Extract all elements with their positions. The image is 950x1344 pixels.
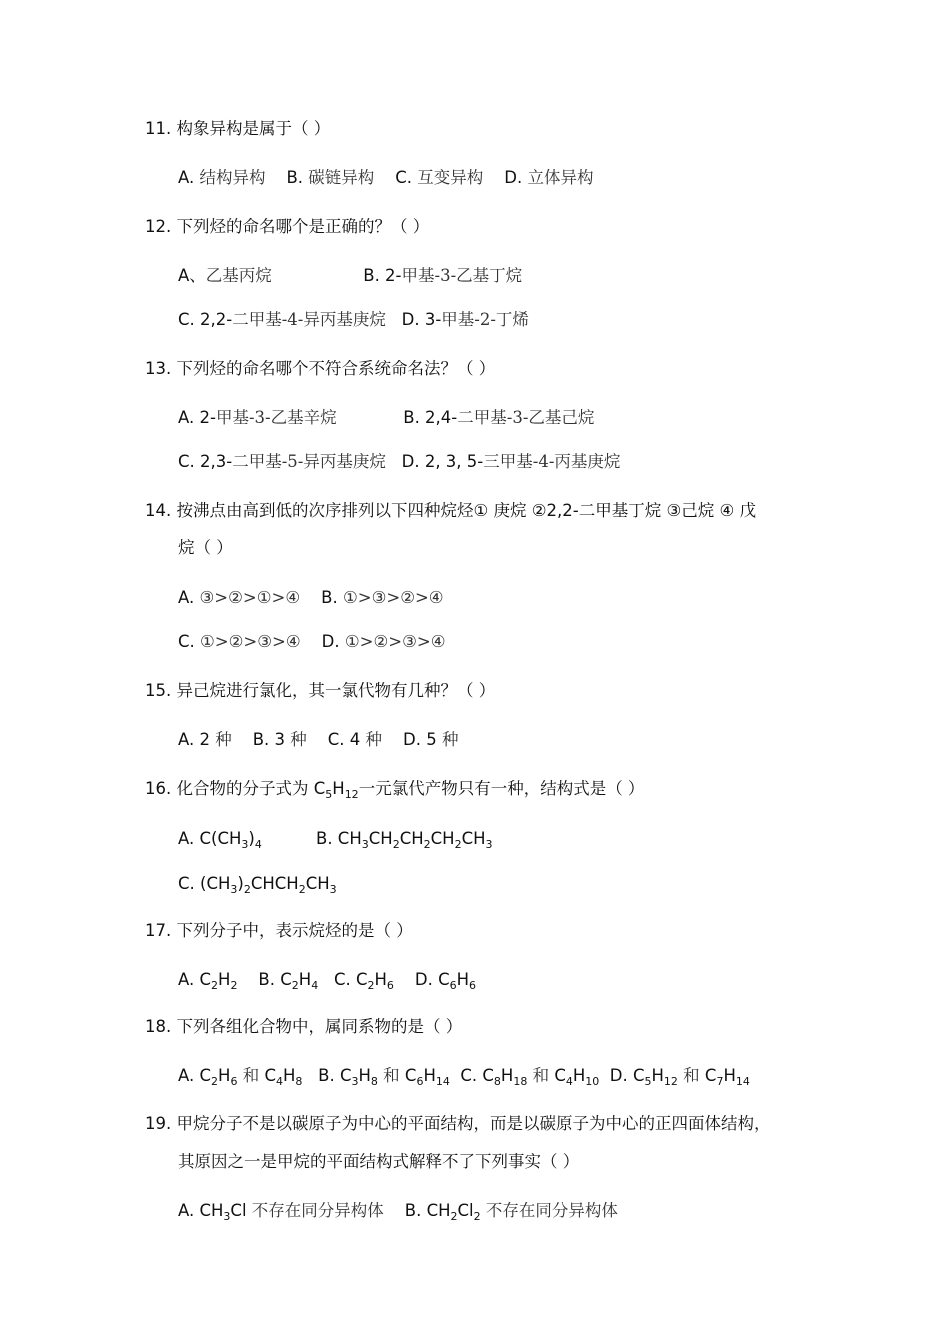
option-a: A. $CH_3Cl$ 不存在同分异构体 bbox=[178, 1201, 384, 1223]
question-15-options bbox=[178, 729, 458, 751]
question-11-options bbox=[178, 167, 593, 189]
option-a: A. $C(CH_3)_4$ bbox=[178, 829, 262, 851]
question-19-stem-line-1: 19. 甲烷分子不是以碳原子为中心的平面结构，而是以碳原子为中心的正四面体结构， bbox=[145, 1114, 771, 1133]
option-a: A. $C_2H_2$ bbox=[178, 970, 238, 992]
question-14-options-row-2 bbox=[178, 631, 446, 653]
question-12-stem: 12. 下列烃的命名哪个是正确的？（ ） bbox=[145, 217, 430, 236]
question-17-stem: 17. 下列分子中，表示烷烃的是（ ） bbox=[145, 921, 413, 940]
option-b: B. 3 种 bbox=[252, 730, 307, 749]
question-16-options-row-1 bbox=[178, 828, 493, 850]
option-a: A. ③>②>①>④ bbox=[178, 588, 301, 607]
option-d: D. $C_5H_{12}$ 和 $C_7H_{14}$ bbox=[609, 1066, 750, 1088]
option-d: D. 立体异构 bbox=[504, 168, 594, 187]
option-b: B. 2,4-二甲基-3-乙基己烷 bbox=[403, 408, 595, 427]
option-a: A. 2 种 bbox=[178, 730, 232, 749]
question-18-options bbox=[178, 1065, 750, 1087]
option-b: B. 2-甲基-3-乙基丁烷 bbox=[363, 266, 523, 285]
question-14-stem-line-1: 14. 按沸点由高到低的次序排列以下四种烷烃① 庚烷 ②2,2-二甲基丁烷 ③己烷 ④ 戊 bbox=[145, 501, 757, 520]
question-17-options bbox=[178, 969, 476, 991]
question-19-options bbox=[178, 1200, 618, 1222]
question-19-stem-line-2: 其原因之一是甲烷的平面结构式解释不了下列事实（ ） bbox=[178, 1152, 580, 1171]
option-d: D. $C_6H_6$ bbox=[414, 970, 477, 992]
question-14-stem-line-2: 烷（ ） bbox=[178, 538, 233, 557]
question-13-options-row-1 bbox=[178, 407, 594, 429]
option-c: C. ①>②>③>④ bbox=[178, 632, 301, 651]
question-14-options-row-1 bbox=[178, 587, 444, 609]
option-b: B. 碳链异构 bbox=[286, 168, 375, 187]
question-11-stem: 11. 构象异构是属于（ ） bbox=[145, 119, 331, 138]
question-16-options-row-2 bbox=[178, 873, 337, 895]
option-b: B. ①>③>②>④ bbox=[321, 588, 444, 607]
option-b: B. $CH_3CH_2CH_2CH_2CH_3$ bbox=[316, 829, 493, 851]
option-d: D. ①>②>③>④ bbox=[321, 632, 446, 651]
option-c: C. 2,2-二甲基-4-异丙基庚烷 bbox=[178, 310, 386, 329]
option-d: D. 5 种 bbox=[403, 730, 459, 749]
option-c: C. $C_8H_{18}$ 和 $C_4H_{10}$ bbox=[460, 1066, 600, 1088]
option-b: B. $C_3H_8$ 和 $C_6H_{14}$ bbox=[318, 1066, 450, 1088]
option-c: C. 互变异构 bbox=[395, 168, 484, 187]
question-13-options-row-2 bbox=[178, 451, 620, 473]
option-c: C. $(CH_3)_2CHCH_2CH_3$ bbox=[178, 874, 337, 896]
question-18-stem: 18. 下列各组化合物中，属同系物的是（ ） bbox=[145, 1017, 463, 1036]
option-b: B. $CH_2Cl_2$ 不存在同分异构体 bbox=[404, 1201, 618, 1223]
question-16-stem: 16. 化合物的分子式为 $C_5H_{12}$一元氯代产物只有一种，结构式是（ ） bbox=[145, 779, 645, 801]
option-c: C. $C_2H_6$ bbox=[333, 970, 394, 992]
option-a: A. 2-甲基-3-乙基辛烷 bbox=[178, 408, 337, 427]
option-b: B. $C_2H_4$ bbox=[258, 970, 319, 992]
question-15-stem: 15. 异己烷进行氯化，其一氯代物有几种？（ ） bbox=[145, 681, 496, 700]
option-d: D. 2, 3, 5-三甲基-4-丙基庚烷 bbox=[401, 452, 621, 471]
option-a: A. $C_2H_6$ 和 $C_4H_8$ bbox=[178, 1066, 303, 1088]
option-d: D. 3-甲基-2-丁烯 bbox=[401, 310, 529, 329]
question-12-options-row-2 bbox=[178, 309, 529, 331]
option-a: A、乙基丙烷 bbox=[178, 266, 272, 285]
option-a: A. 结构异构 bbox=[178, 168, 266, 187]
question-13-stem: 13. 下列烃的命名哪个不符合系统命名法？（ ） bbox=[145, 359, 496, 378]
option-c: C. 4 种 bbox=[327, 730, 383, 749]
option-c: C. 2,3-二甲基-5-异丙基庚烷 bbox=[178, 452, 386, 471]
question-12-options-row-1 bbox=[178, 265, 522, 287]
